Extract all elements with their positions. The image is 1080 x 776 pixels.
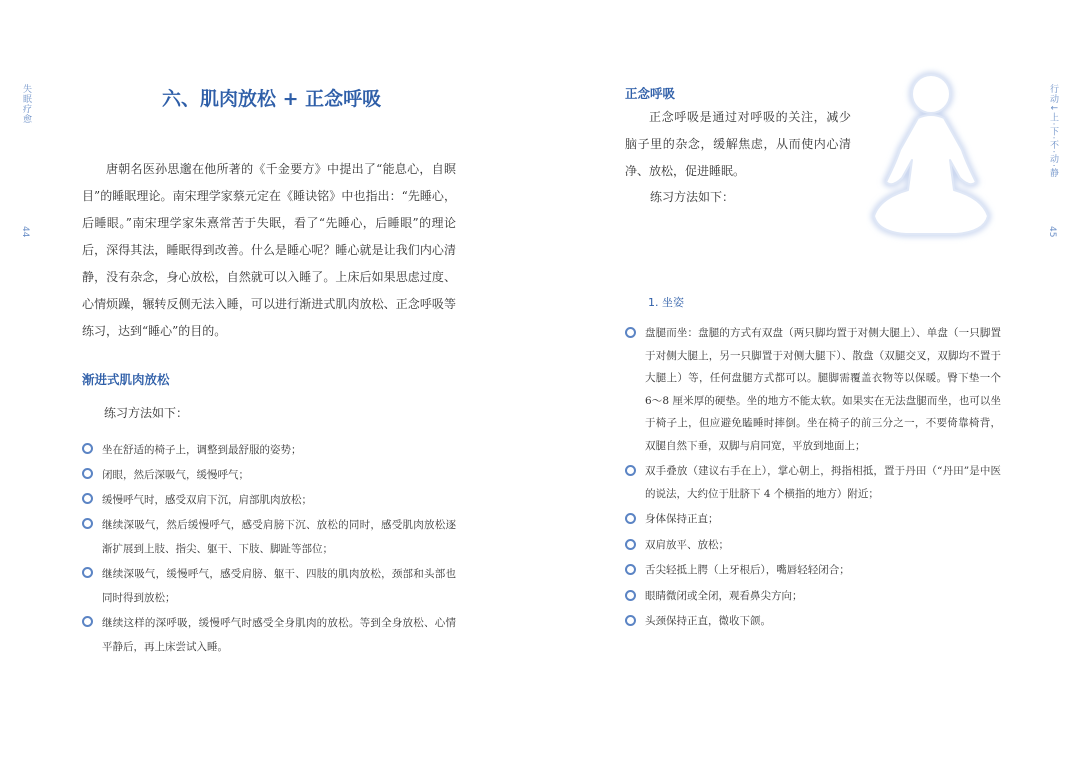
page-title: 六、肌肉放松 + 正念呼吸 (162, 88, 382, 110)
step-text: 闭眼，然后深吸气，缓慢呼气； (102, 469, 249, 481)
list-item (82, 562, 456, 610)
section-heading-pmr: 渐进式肌肉放松 (82, 372, 170, 387)
step-text: 继续这样的深呼吸，缓慢呼气时感受全身肌肉的放松。等到全身放松、心情平静后，再上床尝试入睡。 (102, 617, 456, 653)
ring-bullet-icon (625, 590, 636, 601)
ring-bullet-icon (82, 518, 93, 529)
ring-bullet-icon (82, 443, 93, 454)
ring-bullet-icon (625, 465, 636, 476)
list-item (82, 463, 456, 487)
running-head-left: 失眠疗愈 (21, 84, 31, 124)
pmr-step-list (82, 438, 456, 660)
step-text: 双手叠放（建议右手在上），掌心朝上，拇指相抵，置于丹田（“丹田”是中医的说法，大约位于肚脐下 4 个横指的地方）附近； (645, 465, 1001, 500)
step-text: 坐在舒适的椅子上，调整到最舒服的姿势； (102, 444, 302, 456)
step-text: 盘腿而坐：盘腿的方式有双盘（两只脚均置于对侧大腿上）、单盘（一只脚置于对侧大腿上，另一只脚置于对侧大腿下）、散盘（双腿交叉，双脚均不置于大腿上）等，任何盘腿方式都可以。腿脚需覆盖衣物等以保暖。臀下垫一个 6～8 厘米厚的硬垫。坐的地方不能太软。如果实在无法盘腿而坐，也可以坐于椅子上，但应避免瞌睡时摔倒。坐在椅子的前三分之一，不要倚靠椅背，双腿自然下垂，双脚与肩同宽，平放到地面上； (645, 327, 1001, 452)
list-item (625, 322, 1001, 457)
ring-bullet-icon (82, 468, 93, 479)
meditating-figure-icon (866, 66, 996, 244)
ring-bullet-icon (625, 615, 636, 626)
ring-bullet-icon (625, 513, 636, 524)
step-text: 继续深吸气，缓慢呼气，感受肩膀、躯干、四肢的肌肉放松，颈部和头部也同时得到放松； (102, 568, 456, 604)
step-text: 继续深吸气，然后缓慢呼气，感受肩膀下沉、放松的同时，感受肌肉放松逐渐扩展到上肢、指尖、躯干、下肢、脚趾等部位； (102, 519, 456, 555)
ring-bullet-icon (625, 564, 636, 575)
section-heading-mindful: 正念呼吸 (625, 86, 676, 101)
ring-bullet-icon (82, 567, 93, 578)
step-text: 双肩放平、放松； (645, 538, 729, 551)
list-item (82, 488, 456, 512)
intro-paragraph-right: 正念呼吸是通过对呼吸的关注，减少脑子里的杂念，缓解焦虑，从而使内心清净、放松，促进睡眠。 (625, 110, 851, 178)
method-lead-left: 练习方法如下： (104, 406, 189, 420)
page-number-left: 44 (20, 226, 30, 238)
list-item (625, 559, 1001, 582)
list-item (625, 508, 1001, 531)
step-text: 缓慢呼气时，感受双肩下沉，肩部肌肉放松； (102, 494, 312, 506)
list-item (82, 513, 456, 561)
list-item (625, 610, 1001, 633)
ring-bullet-icon (82, 616, 93, 627)
step-text: 眼睛微闭或全闭，观看鼻尖方向； (645, 589, 803, 602)
sub-heading-posture: 1. 坐姿 (648, 296, 684, 309)
posture-step-list (625, 322, 1001, 636)
step-text: 头颈保持正直，微收下颌。 (645, 615, 771, 627)
step-text: 身体保持正直； (645, 513, 719, 525)
ring-bullet-icon (82, 493, 93, 504)
list-item (625, 585, 1001, 608)
step-text: 舌尖轻抵上腭（上牙根后），嘴唇轻轻闭合； (645, 564, 850, 576)
ring-bullet-icon (625, 327, 636, 338)
list-item (82, 438, 456, 462)
list-item (82, 611, 456, 659)
ring-bullet-icon (625, 539, 636, 550)
running-head-right: 行动↓上·下·不·动·静 (1048, 84, 1058, 178)
page-number-right: 45 (1047, 226, 1057, 238)
list-item (625, 534, 1001, 557)
method-lead-right: 练习方法如下： (650, 190, 735, 204)
intro-paragraph-left: 唐朝名医孙思邈在他所著的《千金要方》中提出了“能息心，自瞑目”的睡眠理论。南宋理学家蔡元定在《睡诀铭》中也指出：“先睡心，后睡眼。”南宋理学家朱熹常苦于失眠，看了“先睡心，后睡眼”的理论后，深得其法，睡眠得到改善。什么是睡心呢？睡心就是让我们内心清静，没有杂念，身心放松，自然就可以入睡了。上床后如果思虑过度、心情烦躁，辗转反侧无法入睡，可以进行渐进式肌肉放松、正念呼吸等练习，达到“睡心”的目的。 (82, 162, 456, 338)
list-item (625, 460, 1001, 505)
